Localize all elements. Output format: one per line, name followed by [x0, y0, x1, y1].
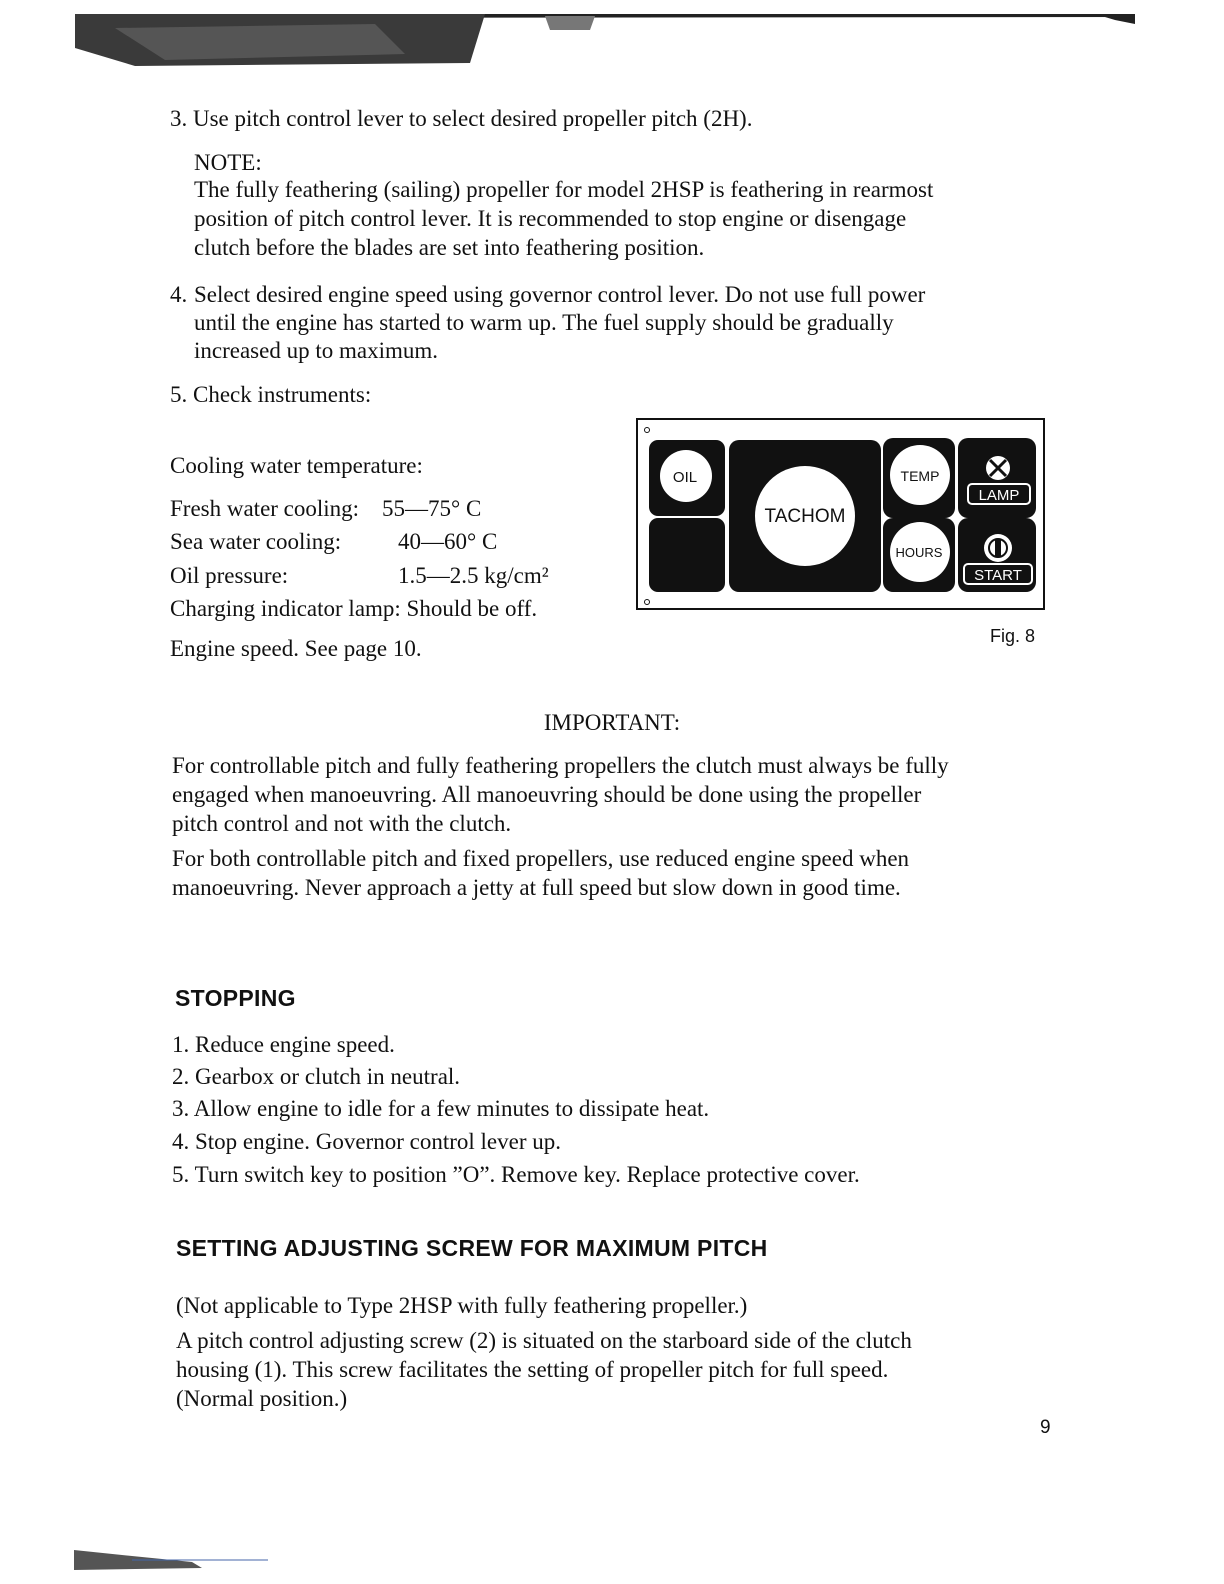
note-line: clutch before the blades are set into feathering position.	[194, 235, 705, 260]
blank-block	[649, 518, 725, 592]
stopping-step: 3. Allow engine to idle for a few minutes to dissipate heat.	[172, 1096, 710, 1121]
step-4-line: until the engine has started to warm up. The fuel supply should be gradually	[194, 310, 894, 335]
pitch-screw-line: (Normal position.)	[176, 1386, 348, 1411]
spec-row-oil	[170, 561, 610, 590]
important-line: engaged when manoeuvring. All manoeuvring should be done using the propeller	[172, 782, 922, 807]
spec-label: Sea water cooling:	[170, 529, 342, 554]
pitch-screw-line: housing (1). This screw facilitates the setting of propeller pitch for full speed.	[176, 1357, 889, 1382]
stopping-heading: STOPPING	[175, 985, 296, 1011]
tachom-label: TACHOM	[764, 506, 846, 527]
charging-indicator: Charging indicator lamp: Should be off.	[170, 596, 538, 621]
step-3-text: Use pitch control lever to select desired propeller pitch (2H).	[193, 106, 753, 131]
spec-row-sea	[170, 527, 610, 556]
oil-label: OIL	[672, 469, 698, 486]
spec-label: Oil pressure:	[170, 563, 289, 588]
stopping-step: 5. Turn switch key to position ”O”. Remove key. Replace protective cover.	[172, 1162, 860, 1187]
start-label: START	[974, 567, 1022, 584]
lamp-label: LAMP	[978, 487, 1020, 504]
spec-row-fresh	[170, 494, 610, 523]
temp-label: TEMP	[900, 468, 940, 484]
spec-value: 1.5—2.5 kg/cm²	[398, 563, 549, 588]
scan-edge-top	[75, 8, 1135, 68]
page-number: 9	[1040, 1417, 1051, 1438]
note-line: The fully feathering (sailing) propeller for model 2HSP is feathering in rearmost	[194, 177, 934, 202]
cooling-heading: Cooling water temperature:	[170, 453, 423, 478]
step-5-text: Check instruments:	[193, 382, 372, 407]
important-line: For both controllable pitch and fixed propellers, use reduced engine speed when	[172, 846, 910, 871]
pitch-screw-line: A pitch control adjusting screw (2) is situated on the starboard side of the clutch	[176, 1328, 912, 1353]
step-4-number: 4.	[170, 282, 188, 307]
figure-caption: Fig. 8	[990, 626, 1036, 646]
important-title: IMPORTANT:	[543, 710, 681, 735]
step-3	[170, 104, 1050, 133]
stopping-step: 1. Reduce engine speed.	[172, 1032, 395, 1057]
step-5-number: 5.	[170, 382, 188, 407]
engine-speed-ref: Engine speed. See page 10.	[170, 636, 422, 661]
step-4-line: Select desired engine speed using governor control lever. Do not use full power	[194, 282, 926, 307]
step-4-line: increased up to maximum.	[194, 338, 438, 363]
note-line: position of pitch control lever. It is recommended to stop engine or disengage	[194, 206, 907, 231]
note-label: NOTE:	[194, 150, 262, 175]
spec-value: 55—75° C	[382, 496, 482, 521]
hours-label: HOURS	[895, 545, 943, 560]
step-5	[170, 380, 371, 409]
spec-value: 40—60° C	[398, 529, 498, 554]
stopping-step: 4. Stop engine. Governor control lever up.	[172, 1129, 561, 1154]
spec-label: Fresh water cooling:	[170, 496, 360, 521]
important-line: For controllable pitch and fully feathering propellers the clutch must always be fully	[172, 753, 949, 778]
pitch-screw-note: (Not applicable to Type 2HSP with fully feathering propeller.)	[176, 1293, 748, 1318]
stopping-step: 2. Gearbox or clutch in neutral.	[172, 1064, 461, 1089]
important-line: pitch control and not with the clutch.	[172, 811, 512, 836]
instrument-panel-figure	[636, 418, 1046, 610]
pitch-screw-heading: SETTING ADJUSTING SCREW FOR MAXIMUM PITCH	[176, 1235, 768, 1261]
step-3-number: 3.	[170, 106, 188, 131]
scan-edge-bottom	[72, 1536, 272, 1572]
important-line: manoeuvring. Never approach a jetty at full speed but slow down in good time.	[172, 875, 901, 900]
